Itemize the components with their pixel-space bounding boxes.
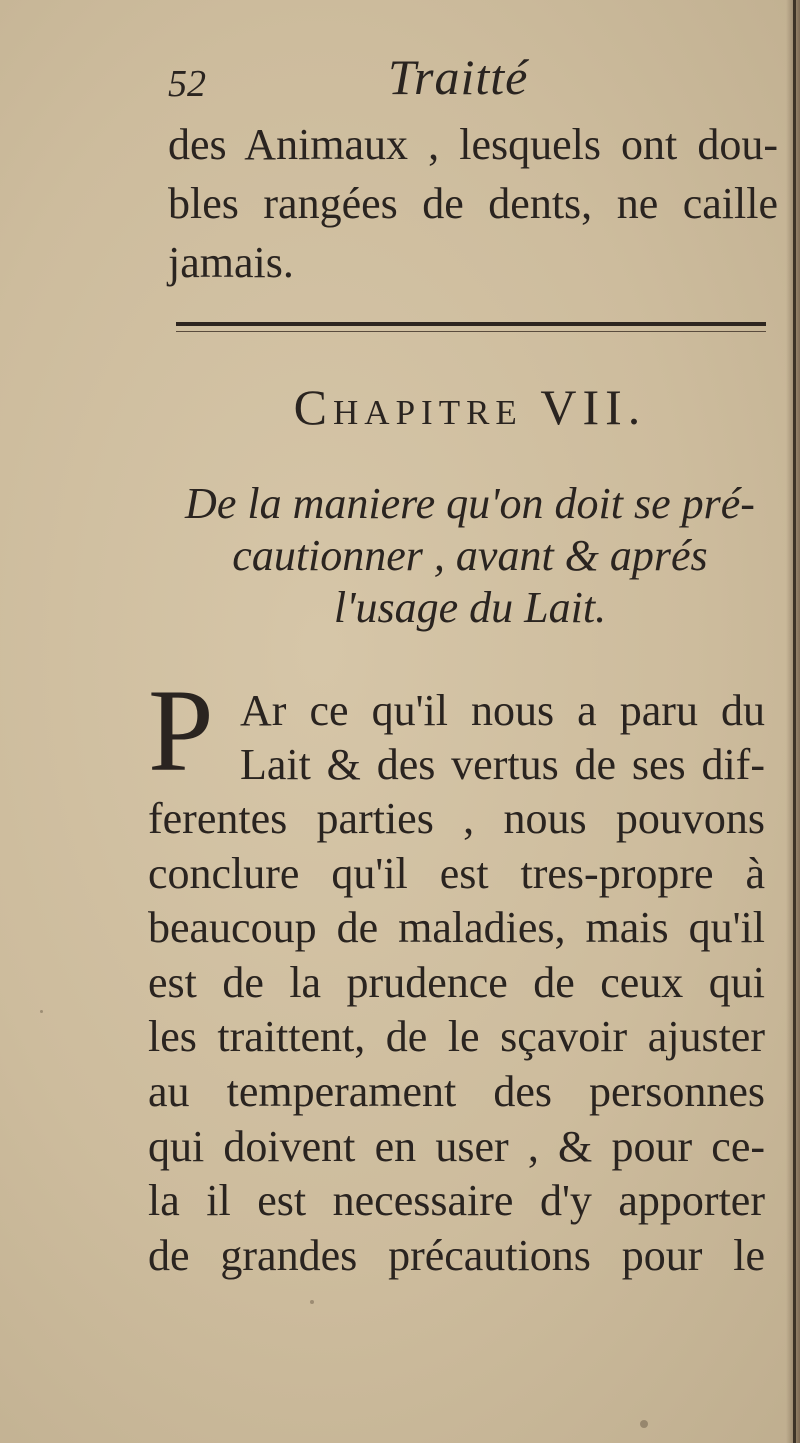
paper-speck (310, 1300, 314, 1304)
running-title: Traitté (388, 49, 529, 105)
text-line: des Animaux , lesquels ont dou- (168, 120, 778, 169)
text-line: la il est necessaire d'y apporter (148, 1176, 765, 1226)
section-rule-thin (176, 331, 766, 332)
text-line: de grandes précautions pour le (148, 1230, 765, 1280)
text-line: bles rangées de dents, ne caille (168, 179, 778, 228)
continuation-paragraph (168, 115, 778, 292)
text-line: conclure qu'il est tres-propre à (148, 848, 765, 898)
text-line: est de la prudence de ceux qui (148, 957, 765, 1007)
text-line: qui doivent en user , & pour ce- (148, 1121, 765, 1171)
section-rule (176, 322, 766, 326)
chapter-title-line: cautionner , avant & aprés (232, 531, 708, 580)
page-number: 52 (168, 63, 206, 105)
chapter-title (170, 478, 770, 634)
text-line: Lait & des vertus de ses dif- (240, 740, 765, 789)
text-line: Ar ce qu'il nous a paru du (240, 686, 765, 735)
chapter-heading: Chapitre VII. (293, 379, 647, 435)
text-line: jamais. (168, 238, 294, 287)
chapter-title-line: De la maniere qu'on doit se pré- (185, 479, 755, 528)
body-paragraph (148, 792, 765, 1283)
running-head (168, 48, 588, 108)
paper-speck (40, 1010, 43, 1013)
body-first-lines (240, 684, 765, 792)
text-line: ferentes parties , nous pouvons (148, 794, 765, 843)
chapter-title-line: l'usage du Lait. (333, 583, 607, 632)
text-line: les traittent, de le sçavoir ajuster (148, 1012, 765, 1062)
paper-speck (640, 1420, 648, 1428)
text-line: beaucoup de maladies, mais qu'il (148, 903, 765, 953)
text-line: au temperament des personnes (148, 1066, 765, 1116)
page-edge-line (793, 0, 796, 1443)
drop-cap: P (148, 665, 214, 796)
